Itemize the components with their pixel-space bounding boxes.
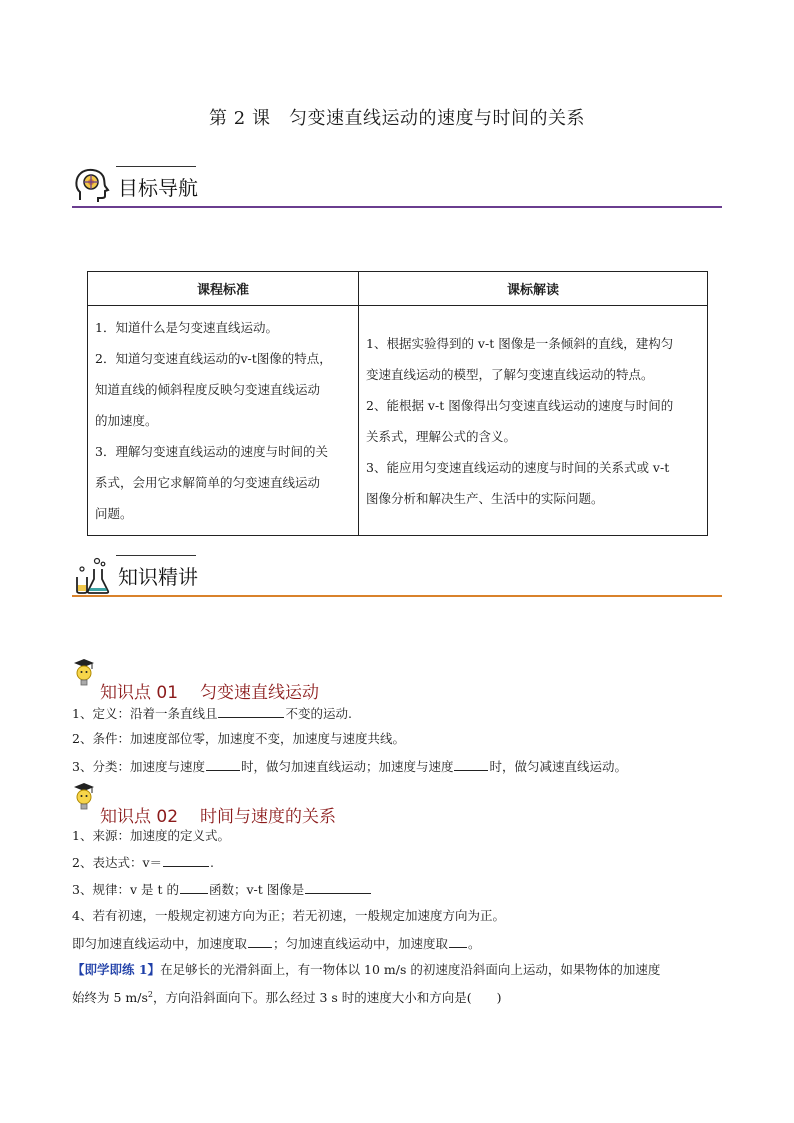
interpretation-line: 变速直线运动的模型，了解匀变速直线运动的特点。 [366, 366, 654, 382]
fill-blank [305, 879, 371, 894]
text-span: 3、分类：加速度与速度 [72, 759, 205, 774]
knowledge-point-name: 匀变速直线运动 [200, 683, 320, 703]
text-span: 始终为 5 m/s [72, 990, 148, 1005]
section-goal-label: 目标导航 [118, 176, 198, 200]
section-deco-line [116, 555, 196, 556]
kp1-condition-line: 2、条件：加速度部位零，加速度不变，加速度与速度共线。 [72, 731, 405, 746]
interpretation-line: 关系式，理解公式的含义。 [366, 428, 517, 444]
table-header-standard: 课程标准 [88, 272, 359, 306]
standard-line: 知道直线的倾斜程度反映匀变速直线运动 [95, 382, 321, 397]
section-deco-line [116, 166, 196, 167]
standard-line: 问题。 [95, 506, 133, 521]
curriculum-table [87, 271, 708, 536]
superscript: 2 [147, 989, 153, 999]
standard-line: 2．知道匀变速直线运动的v-t图像的特点， [95, 351, 332, 366]
section-knowledge-label: 知识精讲 [118, 565, 198, 589]
text-span: 函数；v-t 图像是 [208, 882, 305, 897]
knowledge-point-number: 知识点 01 [100, 683, 179, 703]
section-knowledge-rule [72, 595, 722, 597]
knowledge-point-01-title [100, 678, 319, 703]
kp2-source-line: 1、来源：加速度的定义式。 [72, 828, 230, 843]
text-span: 时，做匀减速直线运动。 [489, 759, 627, 774]
kp1-definition-line [72, 703, 352, 722]
interpretation-line: 3、能应用匀变速直线运动的速度与时间的关系式或 v-t [366, 459, 670, 475]
page-title: 第 2 课 匀变速直线运动的速度与时间的关系 [209, 108, 585, 129]
kp2-expression-line [72, 852, 214, 871]
brain-head-icon [72, 166, 112, 206]
text-span: 时，做匀加速直线运动；加速度与速度 [240, 759, 454, 774]
exercise-line-2 [72, 988, 502, 1006]
text-span: 在足够长的光滑斜面上，有一物体以 10 m/s 的初速度沿斜面向上运动，如果物体的加速度 [160, 962, 661, 977]
text-span: 3、规律：v 是 t 的 [72, 882, 179, 897]
interpretation-line: 图像分析和解决生产、生活中的实际问题。 [366, 490, 604, 506]
lightbulb-graduate-icon [72, 782, 96, 814]
table-cell-standard [88, 306, 359, 536]
section-goal-header [72, 166, 722, 210]
kp2-rule-line [72, 879, 372, 898]
kp1-classification-line [72, 756, 627, 775]
standard-line: 3．理解匀变速直线运动的速度与时间的关 [95, 444, 328, 459]
knowledge-point-02-title [100, 802, 336, 827]
table-cell-interpretation [359, 306, 708, 536]
section-knowledge-header [72, 555, 722, 599]
section-goal-rule [72, 206, 722, 208]
fill-blank [449, 933, 467, 948]
text-span: 1、定义：沿着一条直线且 [72, 706, 218, 721]
text-span: 。 [468, 936, 481, 951]
standard-line: 系式，会用它求解简单的匀变速直线运动 [95, 475, 321, 490]
interpretation-line: 2、能根据 v-t 图像得出匀变速直线运动的速度与时间的 [366, 397, 674, 413]
text-span: ；匀加速直线运动中，加速度取 [273, 936, 449, 951]
interpretation-line: 1、根据实验得到的 v-t 图像是一条倾斜的直线，建构匀 [366, 335, 674, 351]
fill-blank [248, 933, 272, 948]
exercise-label: 【即学即练 1】 [72, 962, 161, 977]
table-header-interpretation: 课标解读 [359, 272, 708, 306]
fill-blank [206, 756, 240, 771]
fill-blank [454, 756, 488, 771]
knowledge-point-number: 知识点 02 [100, 807, 179, 827]
kp2-direction-line: 4、若有初速，一般规定初速方向为正；若无初速，一般规定加速度方向为正。 [72, 908, 505, 923]
text-span: 不变的运动. [285, 706, 352, 721]
standard-line: 1．知道什么是匀变速直线运动。 [95, 320, 278, 335]
exercise-line-1 [72, 960, 660, 978]
kp2-sign-line [72, 933, 481, 952]
knowledge-point-name: 时间与速度的关系 [200, 807, 337, 827]
text-span: 即匀加速直线运动中，加速度取 [72, 936, 248, 951]
lightbulb-graduate-icon [72, 658, 96, 690]
text-span: . [210, 855, 214, 870]
text-span: 2、表达式：v＝ [72, 855, 163, 870]
fill-blank [180, 879, 208, 894]
table-header-row [88, 272, 708, 306]
text-span: ，方向沿斜面向下。那么经过 3 s 时的速度大小和方向是( ) [152, 990, 502, 1005]
lab-flask-icon [72, 555, 112, 595]
standard-line: 的加速度。 [95, 413, 158, 428]
fill-blank [163, 852, 209, 867]
fill-blank [218, 703, 284, 718]
table-row [88, 306, 708, 536]
